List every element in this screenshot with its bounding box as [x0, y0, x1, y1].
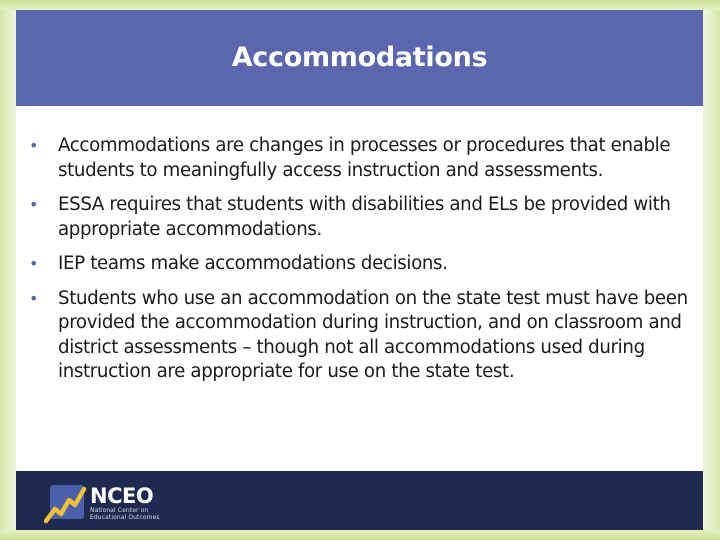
bottom-frame-bar — [0, 530, 720, 540]
bullet-marker-icon: • — [29, 254, 39, 273]
nceo-logo — [44, 481, 160, 525]
bullet-marker-icon: • — [29, 195, 39, 214]
logo-name: NCEO — [90, 484, 154, 508]
bullet-item — [29, 193, 689, 242]
bullet-marker-icon: • — [29, 136, 39, 155]
bullet-item — [29, 287, 689, 385]
logo-subtitle-line1: National Center on — [90, 507, 149, 514]
nceo-logo-icon — [44, 481, 88, 525]
title-band — [16, 10, 703, 106]
bullet-list — [29, 134, 689, 395]
bullet-item — [29, 134, 689, 183]
slide — [16, 10, 703, 530]
logo-subtitle-line2: Educational Outcomes — [90, 514, 160, 521]
bullet-text: Accommodations are changes in processes or procedures that enable students to meaningfully access instruction and assessments. — [58, 135, 671, 181]
bullet-marker-icon: • — [29, 288, 39, 308]
slide-title: Accommodations — [231, 41, 488, 73]
bullet-text: IEP teams make accommodations decisions. — [58, 253, 448, 274]
footer-band — [16, 471, 703, 530]
top-frame-bar — [0, 0, 720, 10]
bullet-item — [29, 252, 689, 277]
bullet-text: Students who use an accommodation on the state test must have been provided the accommodation during instruction, and on classroom and district assessments – though not all accommodations used during instruction are appropriate for use on the state test. — [58, 287, 688, 382]
bullet-text: ESSA requires that students with disabilities and ELs be provided with appropriate accommodations. — [58, 194, 671, 240]
